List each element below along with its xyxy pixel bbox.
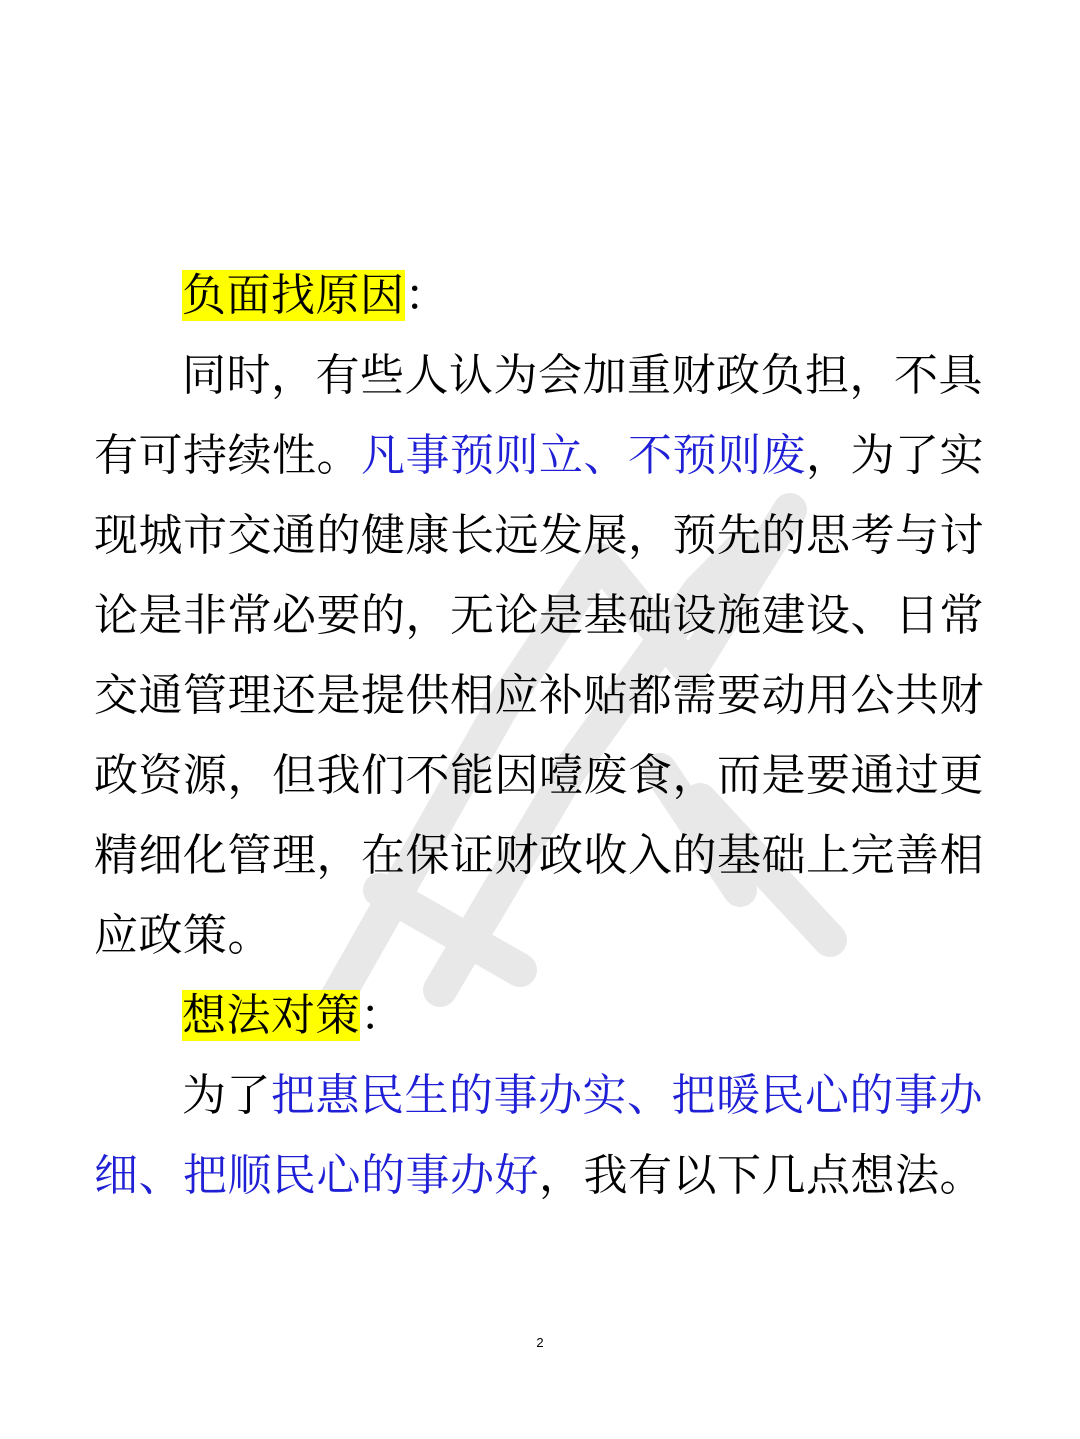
paragraph-line: 现城市交通的健康长远发展，预先的思考与讨 xyxy=(94,510,984,561)
paragraph-line: 论是非常必要的，无论是基础设施建设、日常 xyxy=(94,590,984,641)
paragraph-line: 细、把顺民心的事办好，我有以下几点想法。 xyxy=(94,1150,984,1201)
paragraph-line: 政资源，但我们不能因噎废食，而是要通过更 xyxy=(94,750,984,801)
paragraph-line: 交通管理还是提供相应补贴都需要动用公共财 xyxy=(94,670,984,721)
section-heading-ideas: 想法对策： xyxy=(182,990,405,1041)
paragraph-line: 应政策。 xyxy=(94,910,272,961)
paragraph-line: 同时，有些人认为会加重财政负担，不具 xyxy=(182,350,983,401)
emphasis-text: 凡事预则立、不预则废 xyxy=(361,430,806,481)
emphasis-text: 细、把顺民心的事办好 xyxy=(94,1150,539,1201)
heading-highlight: 负面找原因 xyxy=(182,270,405,321)
paragraph-line: 精细化管理，在保证财政收入的基础上完善相 xyxy=(94,830,984,881)
paragraph-line: 为了把惠民生的事办实、把暖民心的事办 xyxy=(182,1070,983,1121)
emphasis-text: 把惠民生的事办实、把暖民心的事办 xyxy=(271,1070,983,1121)
section-heading-negative: 负面找原因： xyxy=(182,270,449,321)
paragraph-line: 有可持续性。凡事预则立、不预则废，为了实 xyxy=(94,430,984,481)
heading-highlight: 想法对策 xyxy=(182,990,360,1041)
page-number: 2 xyxy=(536,1335,544,1350)
